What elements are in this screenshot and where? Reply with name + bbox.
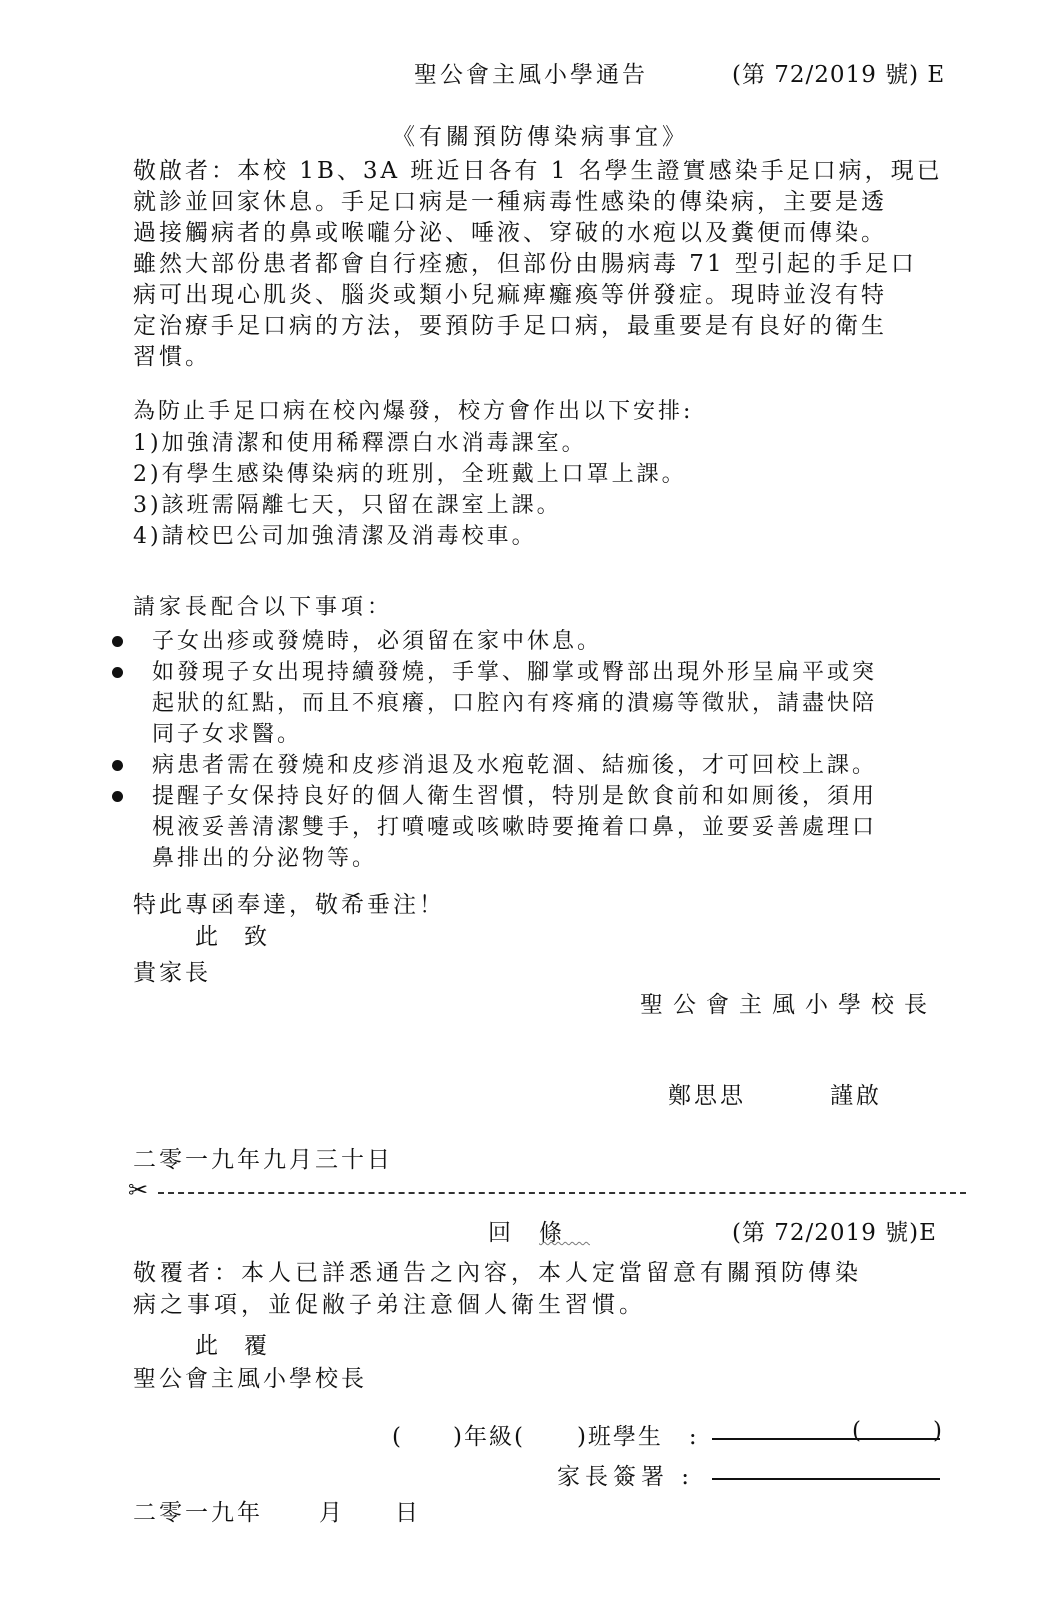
bullet-line: 子女出疹或發燒時，必須留在家中休息。 [152,629,603,654]
bullet-item [112,781,877,874]
bullet-line: 同子女求醫。 [152,722,303,747]
class-open-paren: ( [392,1424,403,1450]
signature-close: 謹啟 [830,1083,882,1109]
arrangement-item: 4)請校巴公司加強清潔及消毒校車。 [133,524,537,549]
bullet-line: 提醒子女保持良好的個人衛生習慣，特別是飲食前和如厠後，須用 [152,784,878,809]
reply-body [133,1257,862,1321]
scissors-icon: ✂ [128,1176,149,1204]
arrangements-list [133,428,687,552]
cut-line [128,1178,966,1204]
reply-date-month: 月 [319,1500,345,1526]
notice-title: 聖公會主風小學通告 [414,62,648,88]
closing-cizhi: 此致 [195,924,293,950]
intro-line: 習慣。 [133,344,211,370]
student-name-line[interactable] [712,1438,940,1440]
grade-label: )年級( [452,1424,525,1450]
bullet-icon [112,791,123,802]
class-label: )班學生 [576,1424,663,1450]
signature-org: 聖公會主風小學校長 [640,992,937,1018]
student-colon: : [688,1424,699,1450]
reply-title-b: 條 [539,1220,590,1246]
arrangement-item: 1)加強清潔和使用稀釋漂白水消毒課室。 [133,431,587,456]
bullet-line: 如發現子女出現持續發燒，手掌、腳掌或臀部出現外形呈扁平或突 [152,660,878,685]
intro-line: 就診並回家休息。手足口病是一種病毒性感染的傳染病，主要是透 [133,189,887,215]
bullet-line: 鼻排出的分泌物等。 [152,846,378,871]
reply-slip-title [488,1214,590,1247]
student-paren-close: ) [933,1418,942,1444]
intro-line: 雖然大部份患者都會自行痊癒，但部份由腸病毒 71 型引起的手足口 [133,251,917,277]
parent-requests-intro: 請家長配合以下事項： [133,595,394,620]
arrangement-item: 2)有學生感染傳染病的班別，全班戴上口罩上課。 [133,462,687,487]
student-paren-open: ( [852,1418,861,1444]
bullet-icon [112,636,123,647]
intro-line: 過接觸病者的鼻或喉嚨分泌、唾液、穿破的水疱以及糞便而傳染。 [133,220,887,246]
intro-line: 敬啟者：本校 1B、3A 班近日各有 1 名學生證實感染手足口病，現已 [133,158,943,184]
notice-subject: 《有關預防傳染病事宜》 [392,124,689,150]
bullet-item [112,657,877,750]
reply-date-day: 日 [395,1500,421,1526]
bullet-icon [112,760,123,771]
dashed-divider [158,1192,966,1194]
intro-line: 病可出現心肌炎、腦炎或類小兒痲痺癱瘓等併發症。現時並沒有特 [133,282,887,308]
parent-signature-label: 家長簽署 : [557,1464,695,1490]
signature-name: 鄭思思 [668,1083,746,1109]
reply-addressee: 聖公會主風小學校長 [133,1366,367,1392]
parent-requests-list [112,626,877,874]
bullet-item [112,626,877,657]
reply-cifu: 此覆 [195,1333,293,1359]
reply-body-line: 病之事項，並促敝子弟注意個人衛生習慣。 [133,1292,646,1318]
bullet-line: 起狀的紅點，而且不痕癢，口腔內有疼痛的潰瘍等徵狀，請盡快陪 [152,691,878,716]
bullet-item [112,750,877,781]
parent-signature-line[interactable] [712,1478,940,1480]
notice-ref: (第 72/2019 號) E [732,62,946,88]
reply-date-year: 二零一九年 [133,1500,263,1526]
class-field[interactable] [392,1418,699,1451]
arrangement-item: 3)該班需隔離七天，只留在課室上課。 [133,493,562,518]
intro-paragraph [133,156,948,373]
reply-body-line: 敬覆者：本人已詳悉通告之內容，本人定當留意有關預防傳染 [133,1260,862,1286]
reply-title-a: 回 [488,1220,539,1246]
notice-date: 二零一九年九月三十日 [133,1147,393,1173]
arrangements-intro: 為防止手足口病在校內爆發，校方會作出以下安排: [133,399,694,424]
addressee: 貴家長 [133,960,211,986]
bullet-line: 病患者需在發燒和皮疹消退及水疱乾涸、結痂後，才可回校上課。 [152,753,878,778]
bullet-line: 梘液妥善清潔雙手，打噴嚏或咳嗽時要掩着口鼻，並要妥善處理口 [152,815,878,840]
intro-line: 定治療手足口病的方法，要預防手足口病，最重要是有良好的衛生 [133,313,887,339]
bullet-icon [112,667,123,678]
reply-date [133,1494,421,1527]
reply-slip-ref: (第 72/2019 號)E [732,1220,937,1246]
closing-text: 特此專函奉達，敬希垂注！ [133,892,445,918]
